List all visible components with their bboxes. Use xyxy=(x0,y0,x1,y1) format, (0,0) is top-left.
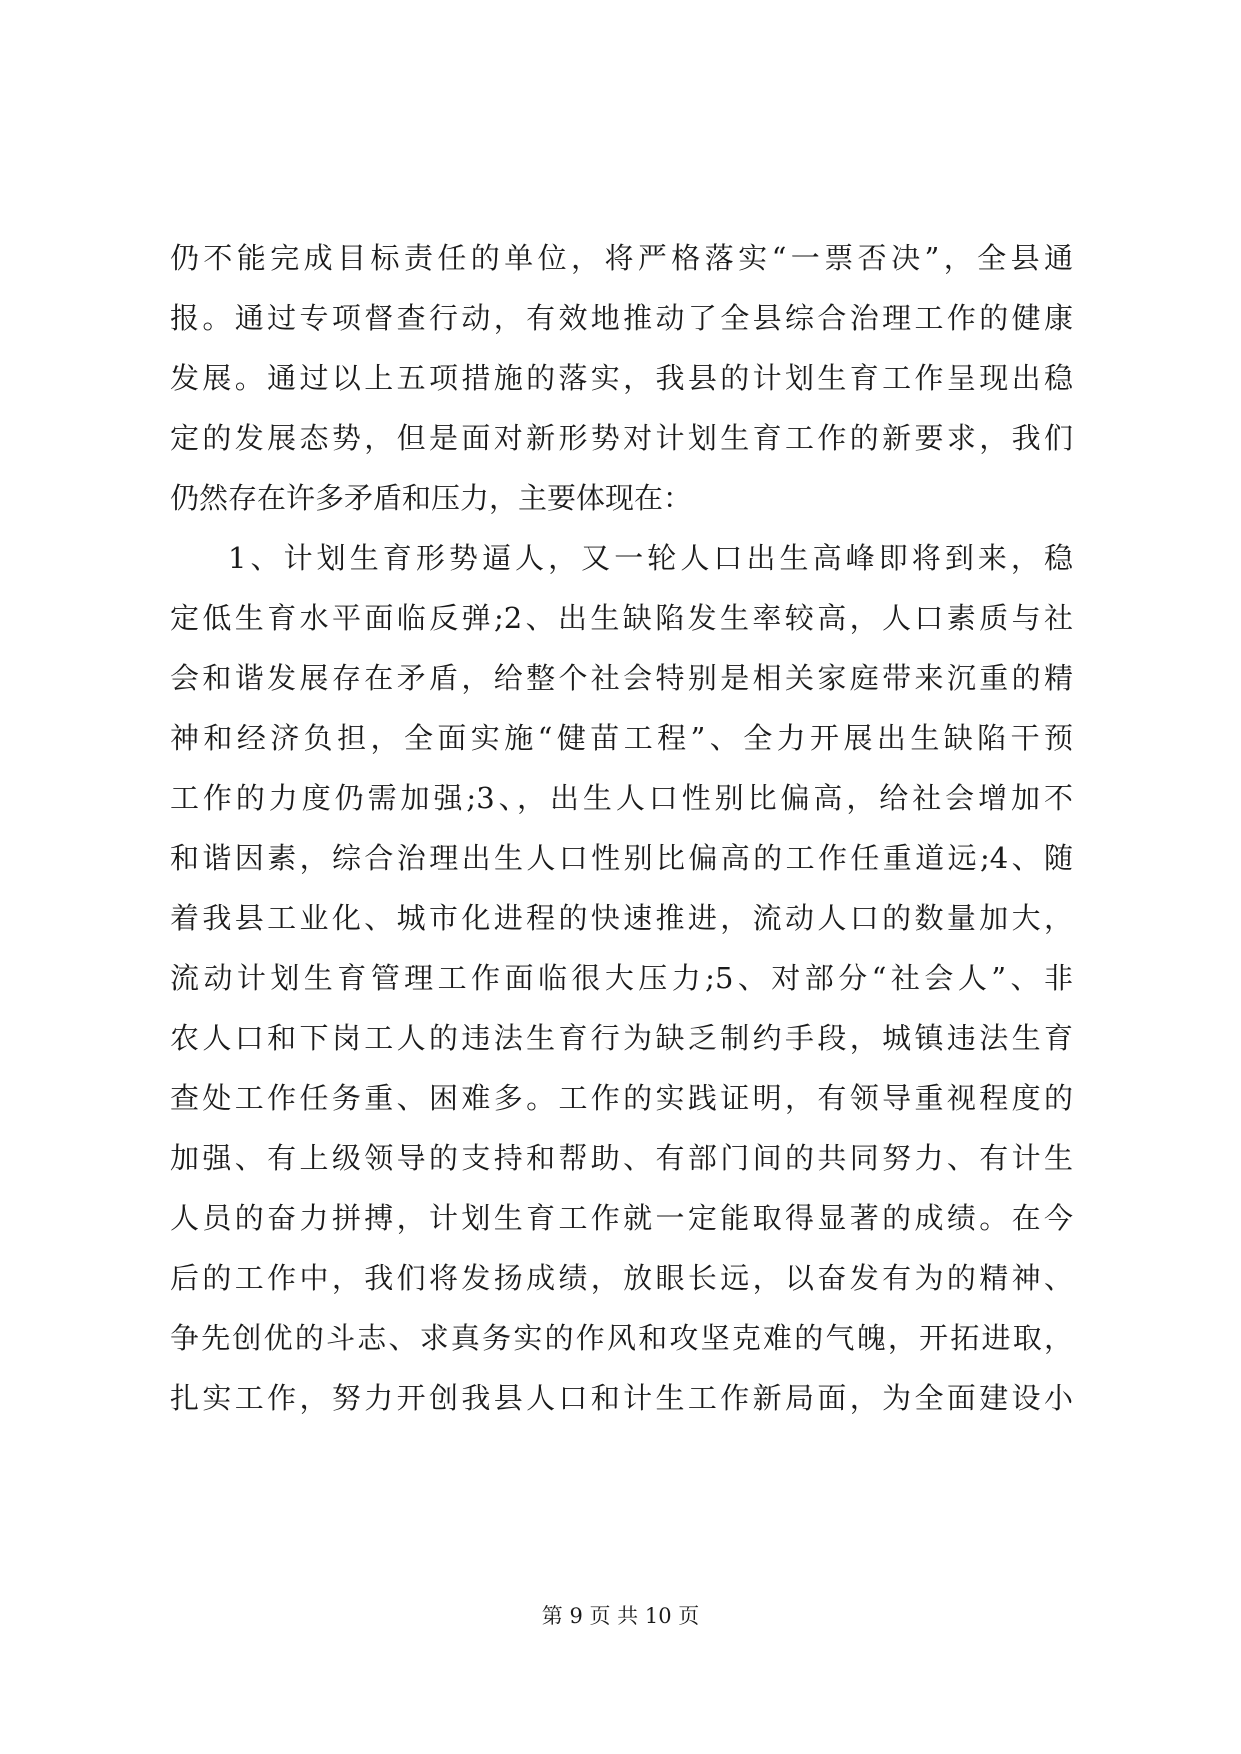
text-line: 定低生育水平面临反弹;2、出生缺陷发生率较高，人口素质与社 xyxy=(170,601,1073,635)
paragraph-first-line: 1、计划生育形势逼人，又一轮人口出生高峰即将到来，稳 xyxy=(228,541,1073,575)
text-line: 定的发展态势，但是面对新形势对计划生育工作的新要求，我们 xyxy=(170,421,1073,455)
text-line: 和谐因素，综合治理出生人口性别比偏高的工作任重道远;4、随 xyxy=(170,841,1073,875)
text-line: 报。通过专项督查行动，有效地推动了全县综合治理工作的健康 xyxy=(170,301,1073,335)
text-line: 仍然存在许多矛盾和压力，主要体现在： xyxy=(170,481,693,515)
text-line: 神和经济负担，全面实施“健苗工程”、全力开展出生缺陷干预 xyxy=(170,721,1073,755)
text-line: 着我县工业化、城市化进程的快速推进，流动人口的数量加大， xyxy=(170,901,1073,935)
text-line: 工作的力度仍需加强;3、，出生人口性别比偏高，给社会增加不 xyxy=(170,781,1073,815)
text-line: 仍不能完成目标责任的单位，将严格落实“一票否决”，全县通 xyxy=(170,241,1073,275)
text-line: 争先创优的斗志、求真务实的作风和攻坚克难的气魄，开拓进取， xyxy=(170,1321,1073,1355)
text-line: 会和谐发展存在矛盾，给整个社会特别是相关家庭带来沉重的精 xyxy=(170,661,1073,695)
text-line: 加强、有上级领导的支持和帮助、有部门间的共同努力、有计生 xyxy=(170,1141,1073,1175)
text-line: 流动计划生育管理工作面临很大压力;5、对部分“社会人”、非 xyxy=(170,961,1073,995)
page-number-footer: 第 9 页 共 10 页 xyxy=(541,1604,700,1628)
text-line: 后的工作中，我们将发扬成绩，放眼长远，以奋发有为的精神、 xyxy=(170,1261,1073,1295)
text-line: 扎实工作，努力开创我县人口和计生工作新局面，为全面建设小 xyxy=(170,1381,1073,1415)
text-line: 农人口和下岗工人的违法生育行为缺乏制约手段，城镇违法生育 xyxy=(170,1021,1073,1055)
text-line: 人员的奋力拼搏，计划生育工作就一定能取得显著的成绩。在今 xyxy=(170,1201,1073,1235)
body-text xyxy=(170,228,1073,1428)
text-line: 发展。通过以上五项措施的落实，我县的计划生育工作呈现出稳 xyxy=(170,361,1073,395)
text-line: 查处工作任务重、困难多。工作的实践证明，有领导重视程度的 xyxy=(170,1081,1073,1115)
